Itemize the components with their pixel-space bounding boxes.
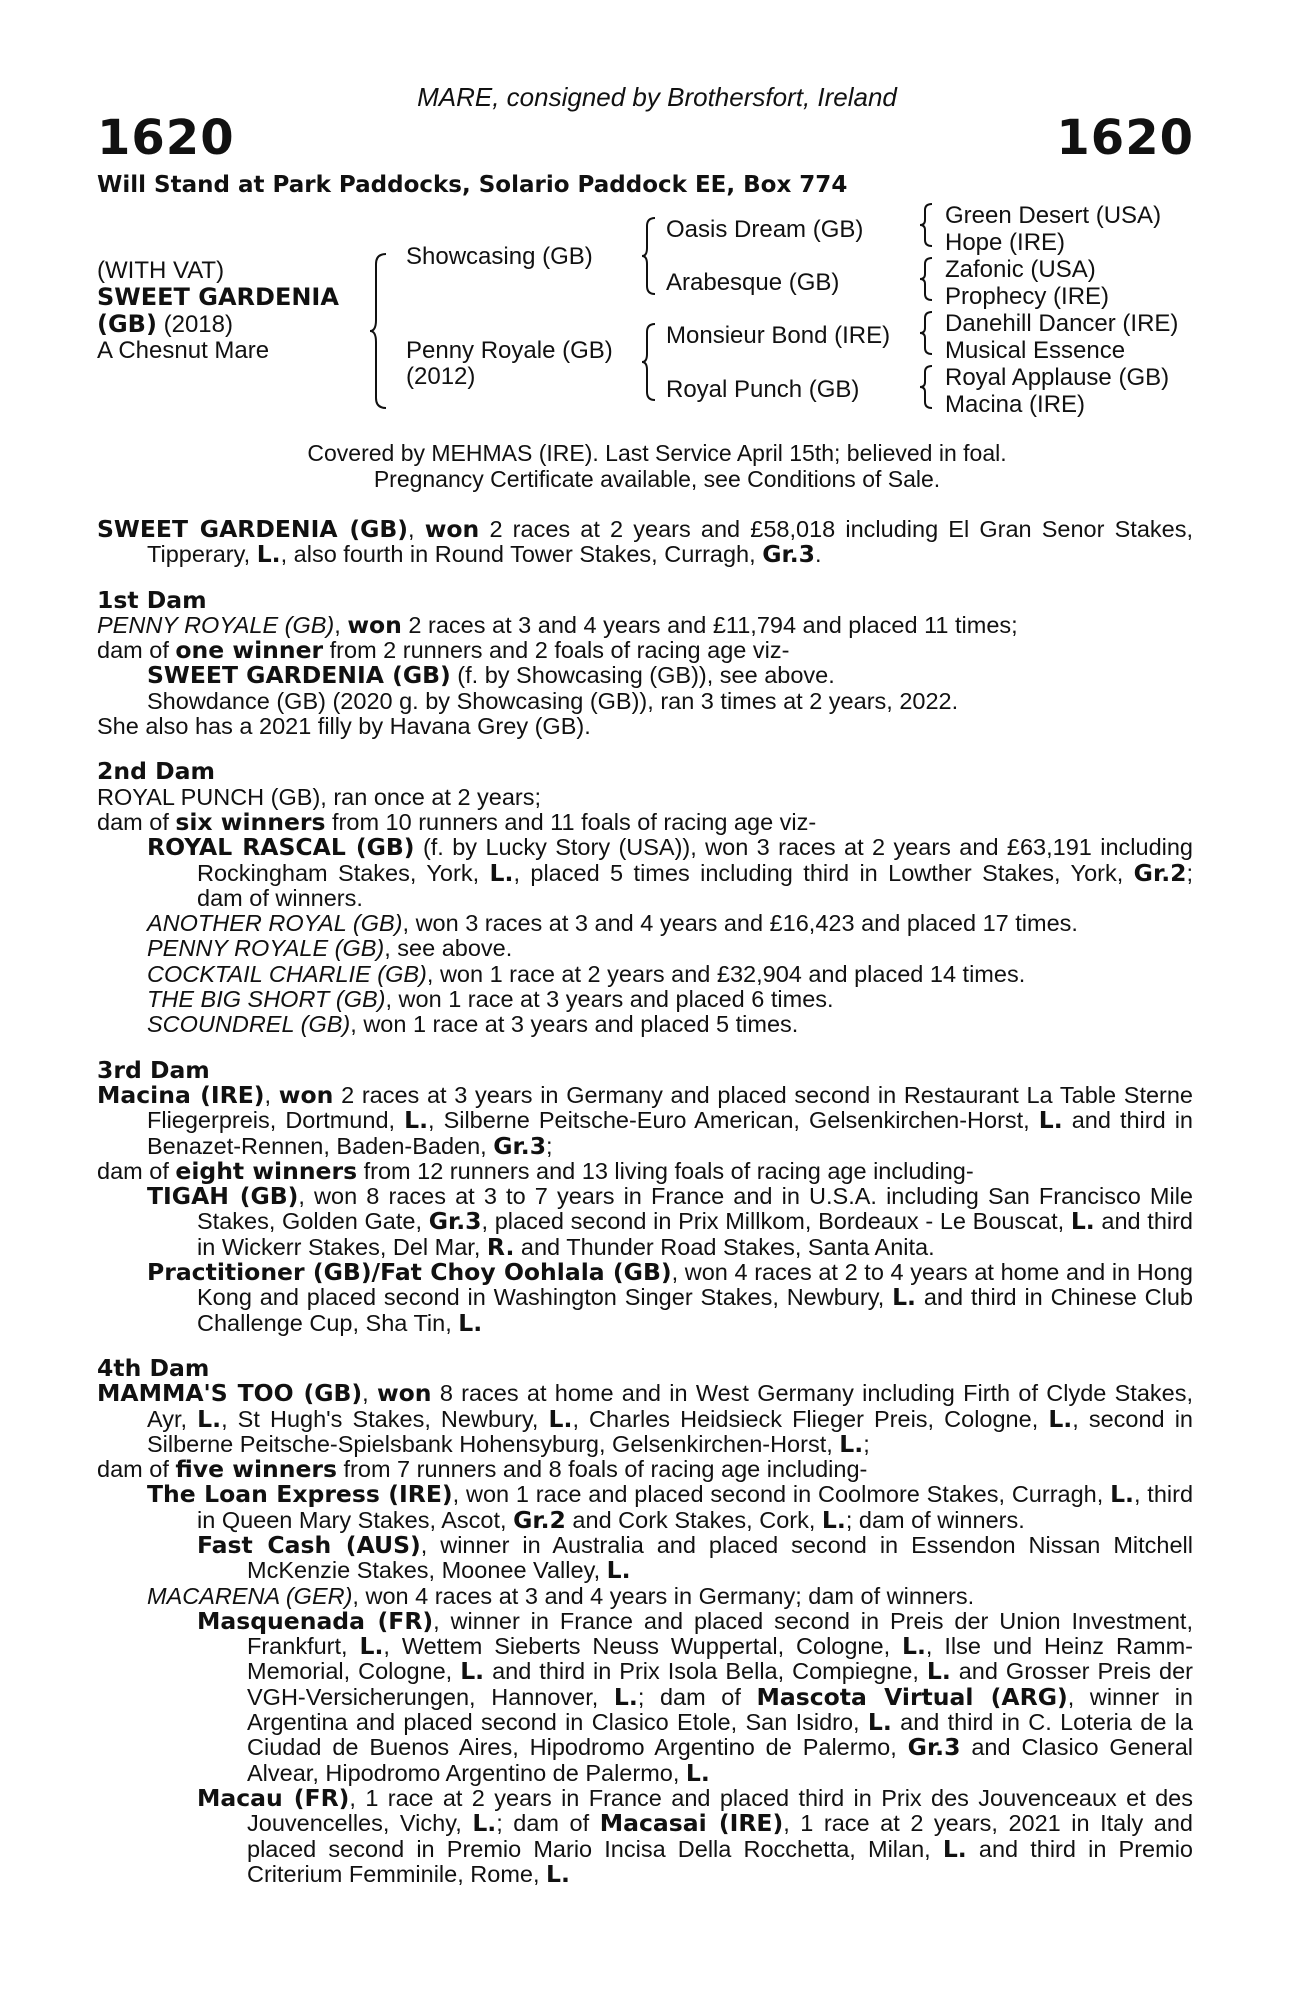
pedigree-brace-sire xyxy=(640,216,658,296)
pedigree-dss: Danehill Dancer (IRE) xyxy=(945,310,1179,337)
dam4-progeny-macarena: MACARENA (GER), won 4 races at 3 and 4 years in Germany; dam of winners. xyxy=(147,1582,975,1609)
dam4-progeny-masquenada: Masquenada (FR), winner in France and placed second in Preis der Union Investment, Frankfurt, L., Wettem Sieberts Neuss Wuppertal, Cologne, L., Ilse und Heinz Ramm-Memorial, Cologne, L. and third in Prix Isola Bella, Compiegne, L. and Grosser Preis der VGH-Versicherungen, Hannover, L.; dam of Mascota Virtual (ARG), winner in Argentina and placed second in Clasico Etole, San Isidro, L. and third in C. Loteria de la Ciudad de Buenos Aires, Hipodromo Argentino de Palermo, Gr.3 and Clasico General Alvear, Hipodromo Argentino de Palermo, L. xyxy=(197,1606,1194,1787)
pedigree-dam-name: Penny Royale (GB) xyxy=(406,337,613,364)
dam4-progeny-loan-express: The Loan Express (IRE), won 1 race and placed second in Coolmore Stakes, Curragh, L., third in Queen Mary Stakes, Ascot, Gr.2 and Cork Stakes, Cork, L.; dam of winners. xyxy=(147,1480,1194,1534)
lot-number-right: 1620 xyxy=(1056,110,1194,166)
dam3-progeny-tigah: TIGAH (GB), won 8 races at 3 to 7 years in France and in U.S.A. including San Francisco Mile Stakes, Golden Gate, Gr.3, placed second in Prix Millkom, Bordeaux - Le Bouscat, L. and third in Wickerr Stakes, Del Mar, R. and Thunder Road Stakes, Santa Anita. xyxy=(147,1182,1194,1261)
pedigree-brace-dam xyxy=(640,322,658,402)
dam1-heading: 1st Dam xyxy=(97,585,207,614)
pedigree-body xyxy=(97,517,1193,1887)
dam4-record: MAMMA'S TOO (GB), won 8 races at home and in West Germany including Firth of Clyde Stakes, Ayr, L., St Hugh's Stakes, Newbury, L., Charles Heidsieck Flieger Preis, Cologne, L., second in Silberne Peitsche-Spielsbank Hohensyburg, Gelsenkirchen-Horst, L.; xyxy=(97,1379,1193,1458)
dam4-progeny-macau: Macau (FR), 1 race at 2 years in France and placed third in Prix des Jouvenceaux et des Jouvencelles, Vichy, L.; dam of Macasai (IRE), 1 race at 2 years, 2021 in Italy and placed second in Premio Mario Incisa Della Rocchetta, Milan, L. and third in Premio Criterium Femminile, Rome, L. xyxy=(197,1783,1194,1888)
horse-name: SWEET GARDENIA xyxy=(97,283,339,312)
horse-description: A Chesnut Mare xyxy=(97,337,270,365)
dam2-progeny-another-royal: ANOTHER ROYAL (GB), won 3 races at 3 and 4 years and £16,423 and placed 17 times. xyxy=(147,910,1078,937)
dam2-progeny-penny-royale: PENNY ROYALE (GB), see above. xyxy=(147,935,513,962)
dam2-progeny-cocktail-charlie: COCKTAIL CHARLIE (GB), won 1 race at 2 years and £32,904 and placed 14 times. xyxy=(147,960,1026,987)
dam2-progeny-big-short: THE BIG SHORT (GB), won 1 race at 3 years and placed 6 times. xyxy=(147,986,834,1013)
covered-line-1: Covered by MEHMAS (IRE). Last Service April 15th; believed in foal. xyxy=(307,440,1007,466)
pedigree-dsd: Musical Essence xyxy=(945,337,1126,364)
pedigree-brace-ss xyxy=(918,202,934,248)
dam4-progeny-fast-cash: Fast Cash (AUS), winner in Australia and placed second in Essendon Nissan Mitchell McKenzie Stakes, Moonee Valley, L. xyxy=(197,1530,1193,1585)
dam2-progeny-royal-rascal: ROYAL RASCAL (GB) (f. by Lucky Story (USA)), won 3 races at 2 years and £63,191 including Rockingham Stakes, York, L., placed 5 times including third in Lowther Stakes, York, Gr.2; dam of winners. xyxy=(147,833,1194,911)
lot-number-left: 1620 xyxy=(97,110,235,166)
dam2-heading: 2nd Dam xyxy=(97,757,215,786)
horse-origin: (GB) xyxy=(97,309,157,338)
pedigree-dds: Royal Applause (GB) xyxy=(945,364,1170,391)
horse-origin-year xyxy=(97,311,339,338)
pedigree-brace-ds xyxy=(918,310,934,356)
pedigree-brace-sd xyxy=(918,256,934,302)
horse-info xyxy=(97,258,339,365)
pedigree-dam-dam: Royal Punch (GB) xyxy=(666,376,860,403)
dam3-progeny-practitioner: Practitioner (GB)/Fat Choy Oohlala (GB), won 4 races at 2 to 4 years at home and in Hong Kong and placed second in Washington Singer Stakes, Newbury, L. and third in Chinese Club Challenge Cup, Sha Tin, L. xyxy=(147,1258,1193,1337)
pedigree-sdd: Prophecy (IRE) xyxy=(945,283,1110,310)
dam1-progeny-1: SWEET GARDENIA (GB) (f. by Showcasing (GB)), see above. xyxy=(147,661,835,690)
covered-note xyxy=(0,440,1314,493)
pedigree-ddd: Macina (IRE) xyxy=(945,391,1086,418)
stand-location: Will Stand at Park Paddocks, Solario Paddock EE, Box 774 xyxy=(97,172,848,198)
dam2-record: ROYAL PUNCH (GB), ran once at 2 years; xyxy=(97,783,542,810)
dam1-produce: dam of one winner from 2 runners and 2 foals of racing age viz- xyxy=(97,636,790,665)
pedigree-sire-dam: Arabesque (GB) xyxy=(666,269,840,296)
dam2-progeny-scoundrel: SCOUNDREL (GB), won 1 race at 3 years and placed 5 times. xyxy=(147,1011,799,1038)
dam3-produce: dam of eight winners from 12 runners and 13 living foals of racing age including- xyxy=(97,1156,974,1185)
pedigree-brace-dd xyxy=(918,364,934,410)
covered-line-2: Pregnancy Certificate available, see Conditions of Sale. xyxy=(373,466,941,493)
pedigree-dam-sire: Monsieur Bond (IRE) xyxy=(666,322,891,349)
pedigree-sire-sire: Oasis Dream (GB) xyxy=(666,216,864,243)
pedigree-sire: Showcasing (GB) xyxy=(406,243,593,270)
dam3-record: Macina (IRE), won 2 races at 3 years in Germany and placed second in Restaurant La Table Sterne Fliegerpreis, Dortmund, L., Silberne Peitsche-Euro American, Gelsenkirchen-Horst, L. and third in Benazet-Rennen, Baden-Baden, Gr.3; xyxy=(97,1080,1194,1160)
pedigree-sss: Green Desert (USA) xyxy=(945,202,1162,229)
horse-year: (2018) xyxy=(163,310,233,338)
dam1-record: PENNY ROYALE (GB), won 2 races at 3 and 4 years and £11,794 and placed 11 times; xyxy=(97,610,1018,639)
intro-paragraph: SWEET GARDENIA (GB), won 2 races at 2 years and £58,018 including El Gran Senor Stakes, Tipperary, L., also fourth in Round Tower Stakes, Curragh, Gr.3. xyxy=(97,515,1193,569)
pedigree-ssd: Hope (IRE) xyxy=(945,229,1066,256)
pedigree-dam-year: (2012) xyxy=(406,363,476,391)
dam4-produce: dam of five winners from 7 runners and 8 foals of racing age including- xyxy=(97,1455,868,1484)
dam2-produce: dam of six winners from 10 runners and 11 foals of racing age viz- xyxy=(97,807,817,836)
pedigree-dam xyxy=(406,338,613,391)
vat-note: (WITH VAT) xyxy=(97,257,225,284)
consignor-line: MARE, consigned by Brothersfort, Ireland xyxy=(417,82,897,112)
dam1-progeny-2: Showdance (GB) (2020 g. by Showcasing (GB)), ran 3 times at 2 years, 2022. xyxy=(147,687,959,714)
pedigree-brace-main xyxy=(368,252,390,410)
dam1-also: She also has a 2021 filly by Havana Grey (GB). xyxy=(97,713,591,740)
dam3-heading: 3rd Dam xyxy=(97,1055,210,1084)
dam4-heading: 4th Dam xyxy=(97,1353,210,1382)
pedigree-sds: Zafonic (USA) xyxy=(945,256,1096,283)
